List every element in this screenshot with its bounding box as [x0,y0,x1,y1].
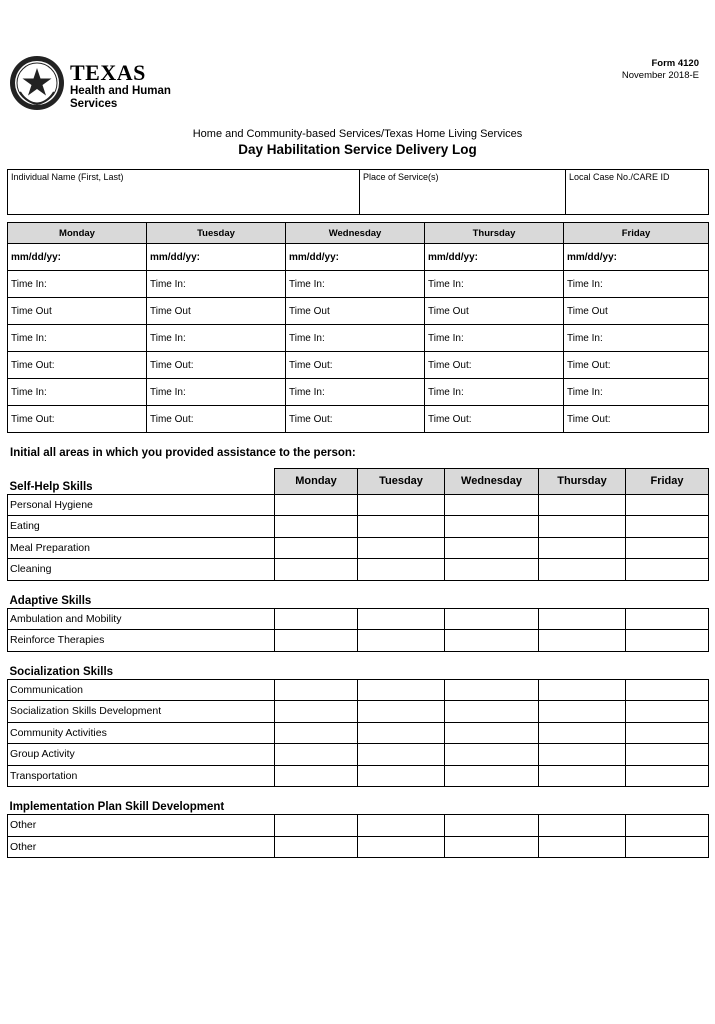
initial-cell-monday[interactable] [275,537,358,559]
skill-label: Community Activities [8,722,275,744]
initial-cell-wednesday[interactable] [445,722,539,744]
initial-cell-tuesday[interactable] [358,765,445,787]
time-cell-thursday[interactable]: Time Out: [425,352,564,379]
texas-seal-icon [8,54,66,112]
time-row [8,406,709,433]
form-identifier [622,58,699,82]
section-title: Implementation Plan Skill Development [9,801,225,813]
initial-cell-wednesday[interactable] [445,765,539,787]
initial-cell-wednesday[interactable] [445,679,539,701]
skill-label: Other [8,836,275,858]
skill-row [8,765,709,787]
initial-cell-tuesday[interactable] [358,559,445,581]
initial-cell-tuesday[interactable] [358,537,445,559]
initial-cell-tuesday[interactable] [358,744,445,766]
initial-cell-monday[interactable] [275,815,358,837]
initial-cell-friday[interactable] [626,630,709,652]
skill-label: Cleaning [8,559,275,581]
skill-label: Eating [8,516,275,538]
logo-line3: Services [70,98,118,110]
instruction-text: Initial all areas in which you provided assistance to the person: [10,447,356,459]
date-cell-wednesday[interactable]: mm/dd/yy: [286,244,425,271]
skill-row [8,815,709,837]
initial-cell-friday[interactable] [626,701,709,723]
section-spacer [275,787,709,815]
initial-cell-wednesday[interactable] [445,815,539,837]
initial-cell-wednesday[interactable] [445,836,539,858]
section-spacer [275,651,709,679]
skills-header-monday: Monday [275,469,358,495]
place-of-service-field[interactable] [360,170,566,215]
initial-cell-wednesday[interactable] [445,516,539,538]
time-cell-tuesday[interactable]: Time In: [147,271,286,298]
section-spacer [275,580,709,608]
date-row [8,244,709,271]
initial-cell-tuesday[interactable] [358,815,445,837]
skill-row [8,559,709,581]
time-cell-thursday[interactable]: Time In: [425,325,564,352]
time-cell-friday[interactable]: Time In: [564,271,709,298]
initial-cell-thursday[interactable] [539,836,626,858]
skills-header-friday: Friday [626,469,709,495]
initial-cell-tuesday[interactable] [358,701,445,723]
section-row [8,469,709,495]
individual-name-label: Individual Name (First, Last) [11,172,124,182]
initial-cell-tuesday[interactable] [358,608,445,630]
initial-cell-thursday[interactable] [539,765,626,787]
section-row [8,651,709,679]
skill-row [8,537,709,559]
initial-cell-thursday[interactable] [539,701,626,723]
initial-cell-thursday[interactable] [539,537,626,559]
initial-cell-wednesday[interactable] [445,537,539,559]
page-title: Day Habilitation Service Delivery Log [238,142,477,157]
time-cell-thursday[interactable]: Time In: [425,271,564,298]
initial-cell-thursday[interactable] [539,494,626,516]
skill-row [8,494,709,516]
place-of-service-label: Place of Service(s) [363,172,439,182]
section-title: Self-Help Skills [9,480,93,493]
skill-label: Group Activity [8,744,275,766]
time-cell-wednesday[interactable]: Time Out: [286,406,425,433]
initial-cell-tuesday[interactable] [358,516,445,538]
skill-row [8,608,709,630]
initial-cell-monday[interactable] [275,701,358,723]
time-header-friday: Friday [564,223,709,244]
skill-label: Communication [8,679,275,701]
section-row [8,787,709,815]
date-cell-thursday[interactable]: mm/dd/yy: [425,244,564,271]
skill-label: Transportation [8,765,275,787]
logo-line2: Health and Human [70,85,171,97]
initial-cell-wednesday[interactable] [445,744,539,766]
time-cell-tuesday[interactable]: Time In: [147,325,286,352]
skill-row [8,744,709,766]
time-cell-friday[interactable]: Time In: [564,379,709,406]
time-cell-monday[interactable]: Time Out: [8,352,147,379]
time-cell-friday[interactable]: Time Out: [564,406,709,433]
skills-header-wednesday: Wednesday [445,469,539,495]
initial-cell-tuesday[interactable] [358,679,445,701]
time-header-wednesday: Wednesday [286,223,425,244]
time-cell-monday[interactable]: Time In: [8,271,147,298]
time-cell-wednesday[interactable]: Time In: [286,325,425,352]
skills-table [7,468,709,858]
skills-header-tuesday: Tuesday [358,469,445,495]
initial-cell-wednesday[interactable] [445,701,539,723]
initial-cell-monday[interactable] [275,836,358,858]
initial-cell-thursday[interactable] [539,744,626,766]
section-row [8,580,709,608]
logo-texas: TEXAS [70,60,146,85]
initial-cell-friday[interactable] [626,836,709,858]
date-cell-friday[interactable]: mm/dd/yy: [564,244,709,271]
section-title: Adaptive Skills [9,594,92,607]
initial-cell-tuesday[interactable] [358,494,445,516]
time-cell-friday[interactable]: Time In: [564,325,709,352]
form-date: November 2018-E [621,70,699,81]
skill-label: Other [8,815,275,837]
initial-cell-wednesday[interactable] [445,559,539,581]
initial-cell-thursday[interactable] [539,559,626,581]
initial-cell-friday[interactable] [626,494,709,516]
skill-row [8,701,709,723]
skill-label: Personal Hygiene [8,494,275,516]
initial-cell-friday[interactable] [626,608,709,630]
individual-name-field[interactable] [8,170,360,215]
date-cell-tuesday[interactable]: mm/dd/yy: [147,244,286,271]
time-cell-monday[interactable]: Time In: [8,325,147,352]
initial-cell-tuesday[interactable] [358,836,445,858]
initial-cell-thursday[interactable] [539,516,626,538]
initial-cell-thursday[interactable] [539,815,626,837]
initial-cell-monday[interactable] [275,679,358,701]
initial-cell-friday[interactable] [626,744,709,766]
initial-cell-monday[interactable] [275,559,358,581]
initial-cell-friday[interactable] [626,722,709,744]
time-header-tuesday: Tuesday [147,223,286,244]
initial-cell-friday[interactable] [626,537,709,559]
time-cell-monday[interactable]: Time Out: [8,406,147,433]
skill-row [8,679,709,701]
hhs-logo [8,54,178,114]
initial-cell-monday[interactable] [275,722,358,744]
skills-header-thursday: Thursday [539,469,626,495]
initial-cell-monday[interactable] [275,630,358,652]
initial-cell-friday[interactable] [626,815,709,837]
time-cell-wednesday[interactable]: Time Out: [286,352,425,379]
date-cell-monday[interactable]: mm/dd/yy: [8,244,147,271]
initial-cell-wednesday[interactable] [445,494,539,516]
initial-cell-thursday[interactable] [539,608,626,630]
time-row [8,298,709,325]
time-cell-thursday[interactable]: Time In: [425,379,564,406]
time-cell-wednesday[interactable]: Time Out [286,298,425,325]
time-header-thursday: Thursday [425,223,564,244]
initial-cell-friday[interactable] [626,679,709,701]
initial-cell-monday[interactable] [275,608,358,630]
skill-label: Reinforce Therapies [8,630,275,652]
time-cell-thursday[interactable]: Time Out [425,298,564,325]
time-cell-wednesday[interactable]: Time In: [286,271,425,298]
time-cell-tuesday[interactable]: Time Out: [147,406,286,433]
time-row [8,352,709,379]
time-row [8,325,709,352]
time-cell-tuesday[interactable]: Time In: [147,379,286,406]
initial-cell-thursday[interactable] [539,679,626,701]
case-number-label: Local Case No./CARE ID [569,172,670,182]
initial-cell-monday[interactable] [275,744,358,766]
case-number-field[interactable] [566,170,709,215]
time-cell-friday[interactable]: Time Out: [564,352,709,379]
page-subtitle: Home and Community-based Services/Texas Home Living Services [192,128,523,140]
time-row [8,379,709,406]
individual-info-table [7,169,709,215]
initial-cell-wednesday[interactable] [445,630,539,652]
time-cell-thursday[interactable]: Time Out: [425,406,564,433]
time-cell-tuesday[interactable]: Time Out [147,298,286,325]
time-header-monday: Monday [8,223,147,244]
skill-label: Socialization Skills Development [8,701,275,723]
initial-cell-monday[interactable] [275,494,358,516]
initial-cell-wednesday[interactable] [445,608,539,630]
initial-cell-monday[interactable] [275,516,358,538]
initial-cell-friday[interactable] [626,516,709,538]
skill-row [8,516,709,538]
initial-cell-friday[interactable] [626,559,709,581]
skill-label: Meal Preparation [8,537,275,559]
initial-cell-friday[interactable] [626,765,709,787]
time-cell-monday[interactable]: Time Out [8,298,147,325]
time-cell-wednesday[interactable]: Time In: [286,379,425,406]
initial-cell-thursday[interactable] [539,722,626,744]
section-title: Socialization Skills [9,665,114,678]
skill-row [8,836,709,858]
form-number: Form 4120 [651,58,699,69]
time-cell-monday[interactable]: Time In: [8,379,147,406]
time-row [8,271,709,298]
skill-label: Ambulation and Mobility [8,608,275,630]
time-cell-friday[interactable]: Time Out [564,298,709,325]
time-cell-tuesday[interactable]: Time Out: [147,352,286,379]
initial-cell-tuesday[interactable] [358,722,445,744]
initial-cell-monday[interactable] [275,765,358,787]
initial-cell-tuesday[interactable] [358,630,445,652]
initial-cell-thursday[interactable] [539,630,626,652]
skill-row [8,630,709,652]
time-log-table [7,222,709,433]
skill-row [8,722,709,744]
